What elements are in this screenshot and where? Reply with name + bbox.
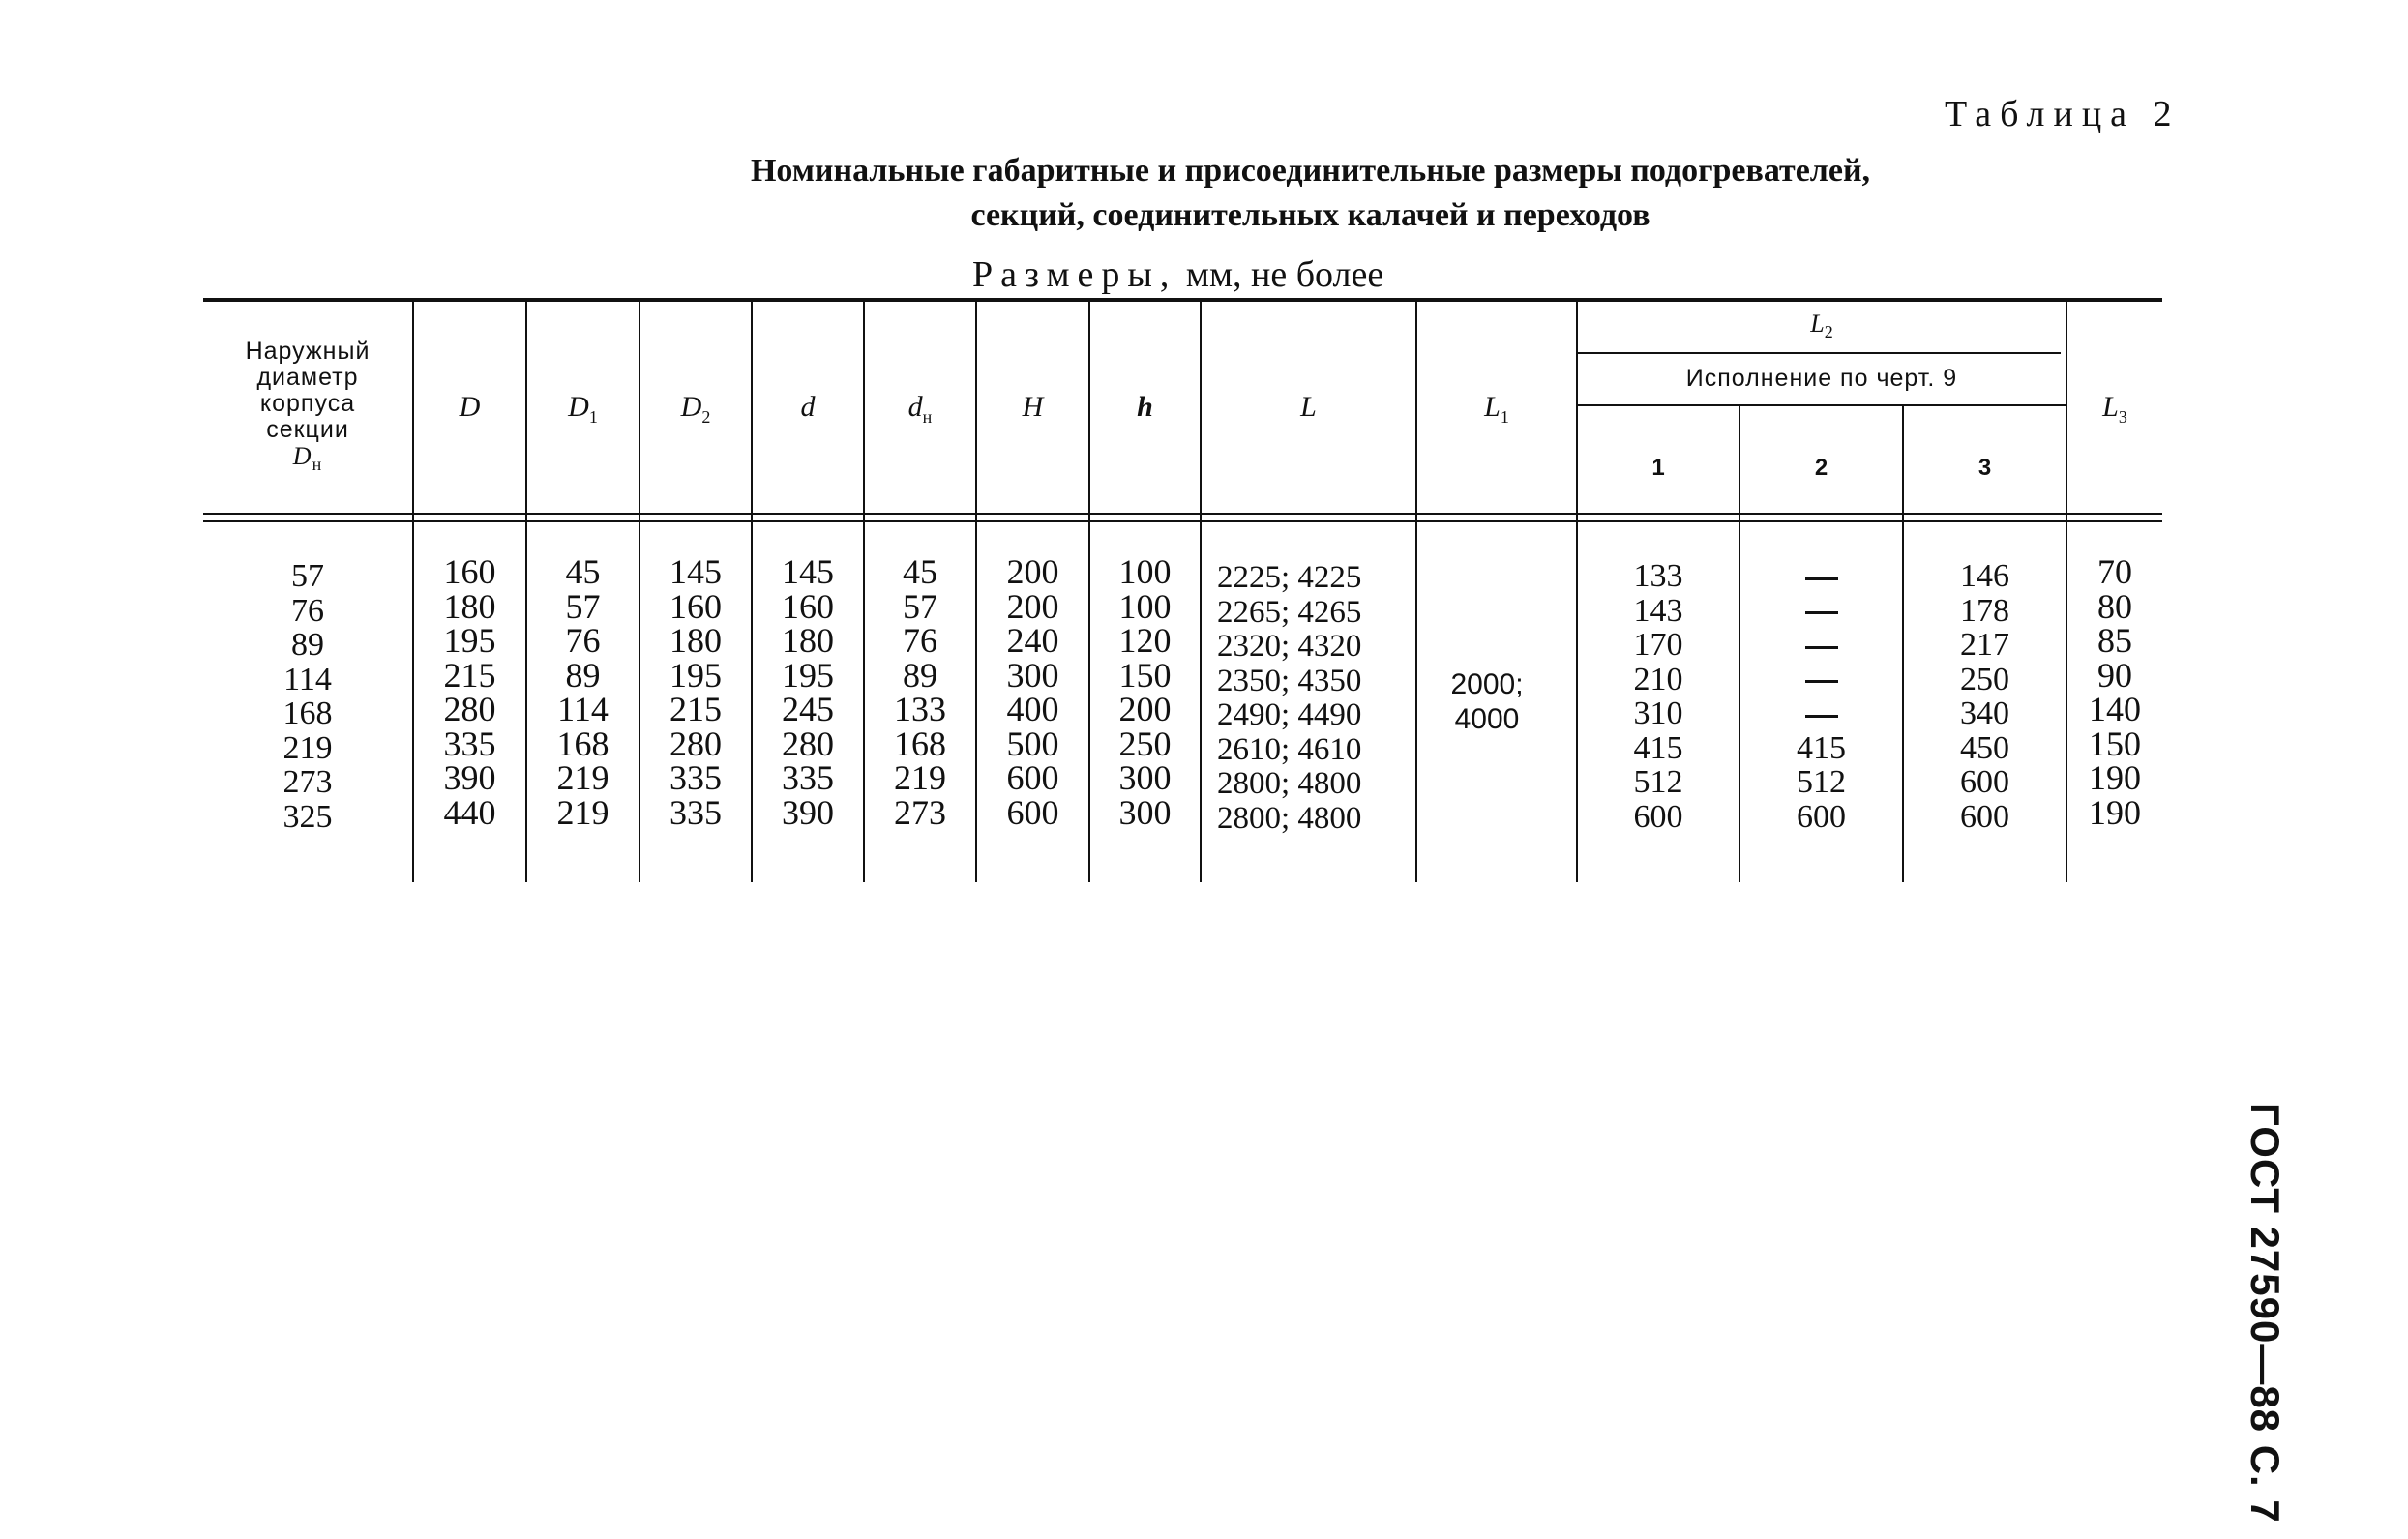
table-cell: 150 (1118, 655, 1172, 695)
table-cell: 600 (1633, 798, 1683, 835)
table-cell: 120 (1118, 621, 1172, 660)
header-L1: $L_1$ (1484, 391, 1509, 427)
table-cell: 600 (1006, 792, 1059, 832)
table-cell: 190 (2089, 792, 2141, 832)
table-cell: 280 (782, 724, 834, 763)
table-cell: 133 (894, 690, 946, 728)
header-L3: $L_3$ (2102, 391, 2127, 427)
table-cell: 450 (1960, 729, 2009, 766)
header-L2: $L_2$ (1810, 310, 1833, 342)
table-cell: 45 (565, 552, 601, 591)
table-cell: 100 (1118, 586, 1172, 626)
table-cell: 280 (443, 690, 496, 728)
table-number: Таблица 2 (1945, 94, 2181, 134)
table-cell: 160 (443, 552, 496, 591)
L1-value (1434, 667, 1540, 737)
table-cell (1740, 628, 1902, 663)
col-L2-exec1 (1578, 559, 1739, 834)
table-cell: 90 (2097, 655, 2132, 695)
header-h: h (1137, 391, 1153, 423)
table-cell: 600 (1006, 758, 1059, 797)
table-cell: 215 (669, 690, 722, 728)
table-cell: 500 (1006, 724, 1059, 763)
header-D2: $D_2$ (680, 391, 711, 427)
table-cell: 512 (1797, 764, 1846, 800)
table-cell: 219 (894, 758, 946, 797)
table-cell: 390 (443, 758, 496, 797)
col-outer-diameter (203, 559, 412, 834)
standard-page-label: ГОСТ 27590—88 С. 7 (2243, 1103, 2288, 1524)
header-bottom-rule-1 (203, 513, 2162, 515)
units-rest: мм, не более (1176, 254, 1384, 295)
header-exec-1: 1 (1651, 455, 1665, 481)
table-cell: 335 (443, 724, 496, 763)
col-divider-9 (1415, 302, 1417, 882)
table-cell: 168 (894, 724, 946, 763)
table-cell: 440 (443, 792, 496, 832)
table-cell (1740, 696, 1902, 731)
table-cell: 190 (2089, 758, 2141, 797)
L1-value-line2: 4000 (1454, 703, 1520, 735)
header-D1: $D_1$ (568, 391, 598, 427)
table-cell: 89 (291, 627, 324, 663)
table-cell: 415 (1633, 729, 1683, 766)
table-cell: 143 (1633, 592, 1683, 629)
table-cell: 300 (1118, 758, 1172, 797)
table-cell: 170 (1633, 627, 1683, 663)
table-cell: 273 (894, 792, 946, 832)
table-cell: 219 (556, 758, 609, 797)
title-line-2: секций, соединительных калачей и переходов (970, 197, 1650, 233)
table-cell (1740, 559, 1902, 594)
table-cell: 219 (282, 729, 333, 766)
L1-value-line1: 2000; (1450, 668, 1524, 700)
table-cell: 180 (782, 621, 834, 660)
table-cell: 76 (565, 621, 601, 660)
table-cell: 217 (1960, 627, 2009, 663)
col-H (977, 552, 1088, 832)
table-cell: 195 (669, 655, 722, 695)
table-cell: 2610; 4610 (1217, 731, 1362, 767)
table-cell: 335 (669, 758, 722, 797)
table-cell: 250 (1960, 661, 2009, 697)
header-outer-diameter (203, 339, 412, 478)
table-cell: 114 (283, 661, 332, 697)
col-L2-exec2 (1740, 559, 1902, 834)
table-cell: 85 (2097, 621, 2132, 660)
header-exec-2: 2 (1814, 455, 1828, 481)
col-divider-8 (1200, 302, 1202, 882)
table-cell: 150 (2089, 724, 2141, 763)
table-cell: 168 (556, 724, 609, 763)
header-outer-diameter-symbol: $D_н$ (292, 442, 323, 475)
header-bottom-rule-2 (203, 520, 2162, 522)
table-cell: 76 (903, 621, 937, 660)
dash-mark (1805, 577, 1838, 580)
table-cell: 180 (443, 586, 496, 626)
header-outer-diameter-line1: Наружный (245, 338, 371, 365)
col-dn (865, 552, 975, 832)
col-h (1090, 552, 1200, 832)
table-cell: 57 (903, 586, 937, 626)
table-top-rule (203, 298, 2162, 302)
table-cell: 273 (282, 764, 333, 800)
table-cell (1740, 663, 1902, 697)
table-cell: 250 (1118, 724, 1172, 763)
table-cell: 335 (669, 792, 722, 832)
table-cell: 146 (1960, 558, 2009, 594)
header-d: d (800, 391, 816, 423)
table-cell: 512 (1633, 764, 1683, 800)
table-cell: 168 (282, 696, 333, 731)
table-cell: 160 (782, 586, 834, 626)
table-cell: 2800; 4800 (1217, 800, 1362, 836)
table-cell: 2800; 4800 (1217, 766, 1362, 801)
dash-mark (1805, 715, 1838, 718)
table-cell: 300 (1118, 792, 1172, 832)
table-cell: 340 (1960, 696, 2009, 731)
header-H: H (1022, 391, 1044, 423)
col-d (753, 552, 863, 832)
col-L2-exec3 (1904, 559, 2066, 834)
table-cell: 600 (1960, 798, 2009, 835)
table-cell: 45 (903, 552, 937, 591)
table-cell: 180 (669, 621, 722, 660)
header-dn: $d_н$ (907, 391, 933, 427)
table-cell: 195 (443, 621, 496, 660)
header-D: D (459, 391, 481, 423)
dash-mark (1805, 646, 1838, 649)
table-cell: 300 (1006, 655, 1059, 695)
table-cell: 310 (1633, 696, 1683, 731)
table-cell: 133 (1633, 558, 1683, 594)
table-cell: 600 (1960, 764, 2009, 800)
l2-rule (1577, 352, 2061, 354)
header-outer-diameter-line3: корпуса (259, 390, 356, 417)
dash-mark (1805, 680, 1838, 683)
table-cell: 2225; 4225 (1217, 560, 1362, 595)
header-outer-diameter-line2: диаметр (256, 364, 359, 391)
col-D2 (640, 552, 751, 832)
table-cell: 200 (1006, 586, 1059, 626)
table-cell: 89 (903, 655, 937, 695)
table-cell: 80 (2097, 586, 2132, 626)
table-cell: 178 (1960, 592, 2009, 629)
col-L (1217, 561, 1415, 836)
table-cell: 2320; 4320 (1217, 629, 1362, 664)
table-cell: 335 (782, 758, 834, 797)
table-cell: 2490; 4490 (1217, 697, 1362, 732)
table-cell: 89 (565, 655, 601, 695)
table-cell: 140 (2089, 690, 2141, 728)
table-cell: 325 (282, 798, 333, 835)
table-cell: 200 (1118, 690, 1172, 728)
header-execution: Исполнение по черт. 9 (1685, 365, 1958, 392)
table-cell: 145 (782, 552, 834, 591)
title-line-1: Номинальные габаритные и присоединительные размеры подогревателей, (750, 153, 1871, 189)
table-cell: 114 (557, 690, 609, 728)
table-cell: 57 (565, 586, 601, 626)
col-D1 (527, 552, 639, 832)
table-cell: 160 (669, 586, 722, 626)
table-cell (1740, 594, 1902, 629)
table-cell: 100 (1118, 552, 1172, 591)
header-outer-diameter-line4: секции (266, 416, 349, 443)
table-cell: 70 (2097, 552, 2132, 591)
table-cell: 210 (1633, 661, 1683, 697)
table-cell: 57 (291, 558, 324, 594)
table-cell: 245 (782, 690, 834, 728)
table-cell: 145 (669, 552, 722, 591)
dash-mark (1805, 611, 1838, 614)
table-cell: 195 (782, 655, 834, 695)
table-cell: 600 (1797, 798, 1846, 835)
exec-rule (1577, 404, 2066, 406)
table-cell: 76 (291, 592, 324, 629)
table-title (0, 149, 2408, 238)
table-cell: 2350; 4350 (1217, 663, 1362, 698)
table-cell: 215 (443, 655, 496, 695)
table-cell: 219 (556, 792, 609, 832)
table-cell: 400 (1006, 690, 1059, 728)
table-cell: 390 (782, 792, 834, 832)
col-L3 (2067, 552, 2162, 832)
table-cell: 200 (1006, 552, 1059, 591)
table-cell: 280 (669, 724, 722, 763)
table-cell: 415 (1797, 729, 1846, 766)
table-cell: 240 (1006, 621, 1059, 660)
header-exec-3: 3 (1977, 455, 1992, 481)
col-D (414, 552, 525, 832)
units-caption (972, 253, 1383, 296)
units-spaced: Размеры, (972, 254, 1177, 295)
table-cell: 2265; 4265 (1217, 594, 1362, 630)
header-L: L (1300, 391, 1317, 423)
